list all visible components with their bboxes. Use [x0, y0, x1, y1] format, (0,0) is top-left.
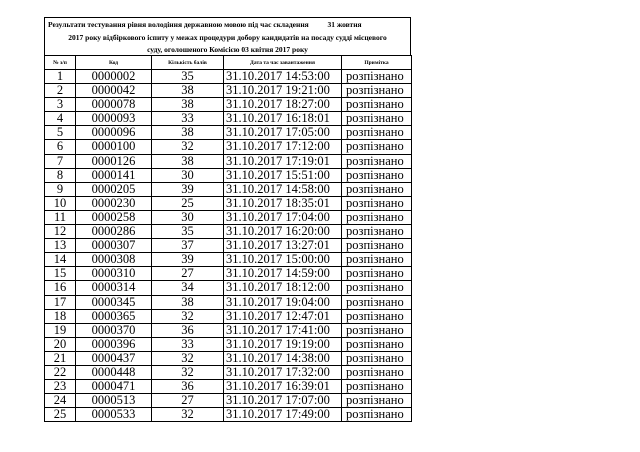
row-number-cell: 22	[45, 365, 76, 379]
row-number-cell: 6	[45, 140, 76, 154]
note-cell: розпізнано	[342, 337, 412, 351]
note-cell: розпізнано	[342, 295, 412, 309]
code-cell: 0000096	[76, 126, 152, 140]
note-cell: розпізнано	[342, 281, 412, 295]
row-number-cell: 4	[45, 112, 76, 126]
datetime-cell: 31.10.2017 17:19:01	[224, 154, 342, 168]
note-cell: розпізнано	[342, 408, 412, 422]
code-cell: 0000365	[76, 309, 152, 323]
code-cell: 0000471	[76, 380, 152, 394]
score-cell: 37	[152, 239, 224, 253]
datetime-cell: 31.10.2017 14:58:00	[224, 182, 342, 196]
table-row	[45, 309, 412, 323]
score-cell: 27	[152, 394, 224, 408]
datetime-cell: 31.10.2017 18:12:00	[224, 281, 342, 295]
title-line-1: Результати тестування рівня володіння державною мовою під час складення 31 жовтня	[48, 20, 362, 29]
table-row	[45, 182, 412, 196]
row-number-cell: 3	[45, 98, 76, 112]
document-title	[44, 17, 411, 56]
row-number-cell: 11	[45, 210, 76, 224]
score-cell: 36	[152, 380, 224, 394]
table-row	[45, 380, 412, 394]
column-header-score: Кількість балів	[152, 56, 224, 70]
score-cell: 27	[152, 267, 224, 281]
note-cell: розпізнано	[342, 182, 412, 196]
table-row	[45, 154, 412, 168]
column-header-code: Код	[76, 56, 152, 70]
datetime-cell: 31.10.2017 17:07:00	[224, 394, 342, 408]
note-cell: розпізнано	[342, 210, 412, 224]
score-cell: 38	[152, 84, 224, 98]
row-number-cell: 23	[45, 380, 76, 394]
row-number-cell: 24	[45, 394, 76, 408]
table-row	[45, 408, 412, 422]
score-cell: 39	[152, 253, 224, 267]
code-cell: 0000345	[76, 295, 152, 309]
row-number-cell: 14	[45, 253, 76, 267]
results-table	[44, 55, 412, 422]
note-cell: розпізнано	[342, 351, 412, 365]
note-cell: розпізнано	[342, 98, 412, 112]
datetime-cell: 31.10.2017 14:38:00	[224, 351, 342, 365]
row-number-cell: 5	[45, 126, 76, 140]
table-row	[45, 351, 412, 365]
score-cell: 25	[152, 196, 224, 210]
column-header-datetime: Дата та час завантаження	[224, 56, 342, 70]
row-number-cell: 10	[45, 196, 76, 210]
score-cell: 30	[152, 210, 224, 224]
note-cell: розпізнано	[342, 239, 412, 253]
code-cell: 0000078	[76, 98, 152, 112]
code-cell: 0000370	[76, 323, 152, 337]
code-cell: 0000307	[76, 239, 152, 253]
code-cell: 0000126	[76, 154, 152, 168]
datetime-cell: 31.10.2017 14:59:00	[224, 267, 342, 281]
code-cell: 0000141	[76, 168, 152, 182]
row-number-cell: 2	[45, 84, 76, 98]
score-cell: 30	[152, 168, 224, 182]
datetime-cell: 31.10.2017 13:27:01	[224, 239, 342, 253]
note-cell: розпізнано	[342, 253, 412, 267]
code-cell: 0000100	[76, 140, 152, 154]
row-number-cell: 21	[45, 351, 76, 365]
code-cell: 0000042	[76, 84, 152, 98]
datetime-cell: 31.10.2017 18:35:01	[224, 196, 342, 210]
title-line-3: суду, оголошеного Комісією 03 квітня 2017 року	[147, 45, 308, 54]
row-number-cell: 9	[45, 182, 76, 196]
score-cell: 36	[152, 323, 224, 337]
table-row	[45, 295, 412, 309]
column-header-note: Примітка	[342, 56, 412, 70]
table-row	[45, 225, 412, 239]
datetime-cell: 31.10.2017 19:21:00	[224, 84, 342, 98]
row-number-cell: 15	[45, 267, 76, 281]
table-row	[45, 140, 412, 154]
datetime-cell: 31.10.2017 17:41:00	[224, 323, 342, 337]
score-cell: 32	[152, 365, 224, 379]
code-cell: 0000513	[76, 394, 152, 408]
code-cell: 0000002	[76, 70, 152, 84]
datetime-cell: 31.10.2017 17:32:00	[224, 365, 342, 379]
note-cell: розпізнано	[342, 196, 412, 210]
table-row	[45, 253, 412, 267]
datetime-cell: 31.10.2017 15:51:00	[224, 168, 342, 182]
code-cell: 0000314	[76, 281, 152, 295]
table-row	[45, 323, 412, 337]
table-row	[45, 267, 412, 281]
score-cell: 38	[152, 126, 224, 140]
note-cell: розпізнано	[342, 309, 412, 323]
table-row	[45, 196, 412, 210]
datetime-cell: 31.10.2017 17:05:00	[224, 126, 342, 140]
results-document	[44, 17, 411, 422]
row-number-cell: 16	[45, 281, 76, 295]
code-cell: 0000286	[76, 225, 152, 239]
datetime-cell: 31.10.2017 17:12:00	[224, 140, 342, 154]
score-cell: 35	[152, 70, 224, 84]
datetime-cell: 31.10.2017 17:04:00	[224, 210, 342, 224]
score-cell: 32	[152, 309, 224, 323]
score-cell: 38	[152, 154, 224, 168]
datetime-cell: 31.10.2017 19:04:00	[224, 295, 342, 309]
column-header-number: № з/п	[45, 56, 76, 70]
code-cell: 0000258	[76, 210, 152, 224]
datetime-cell: 31.10.2017 14:53:00	[224, 70, 342, 84]
row-number-cell: 8	[45, 168, 76, 182]
score-cell: 38	[152, 98, 224, 112]
code-cell: 0000230	[76, 196, 152, 210]
code-cell: 0000093	[76, 112, 152, 126]
note-cell: розпізнано	[342, 126, 412, 140]
score-cell: 33	[152, 337, 224, 351]
row-number-cell: 17	[45, 295, 76, 309]
datetime-cell: 31.10.2017 15:00:00	[224, 253, 342, 267]
note-cell: розпізнано	[342, 225, 412, 239]
note-cell: розпізнано	[342, 84, 412, 98]
datetime-cell: 31.10.2017 16:20:00	[224, 225, 342, 239]
score-cell: 39	[152, 182, 224, 196]
code-cell: 0000308	[76, 253, 152, 267]
score-cell: 32	[152, 408, 224, 422]
note-cell: розпізнано	[342, 154, 412, 168]
table-row	[45, 239, 412, 253]
row-number-cell: 25	[45, 408, 76, 422]
code-cell: 0000437	[76, 351, 152, 365]
table-row	[45, 281, 412, 295]
note-cell: розпізнано	[342, 365, 412, 379]
note-cell: розпізнано	[342, 112, 412, 126]
table-row	[45, 70, 412, 84]
note-cell: розпізнано	[342, 267, 412, 281]
datetime-cell: 31.10.2017 17:49:00	[224, 408, 342, 422]
datetime-cell: 31.10.2017 16:18:01	[224, 112, 342, 126]
note-cell: розпізнано	[342, 394, 412, 408]
row-number-cell: 13	[45, 239, 76, 253]
table-row	[45, 168, 412, 182]
datetime-cell: 31.10.2017 19:19:00	[224, 337, 342, 351]
code-cell: 0000448	[76, 365, 152, 379]
row-number-cell: 7	[45, 154, 76, 168]
table-row	[45, 112, 412, 126]
note-cell: розпізнано	[342, 140, 412, 154]
note-cell: розпізнано	[342, 323, 412, 337]
note-cell: розпізнано	[342, 380, 412, 394]
note-cell: розпізнано	[342, 168, 412, 182]
datetime-cell: 31.10.2017 12:47:01	[224, 309, 342, 323]
code-cell: 0000396	[76, 337, 152, 351]
title-line-2: 2017 року відбіркового іспиту у межах процедури добору кандидатів на посаду судді місцевого	[68, 32, 387, 42]
table-row	[45, 337, 412, 351]
code-cell: 0000205	[76, 182, 152, 196]
table-row	[45, 394, 412, 408]
table-row	[45, 126, 412, 140]
row-number-cell: 1	[45, 70, 76, 84]
row-number-cell: 19	[45, 323, 76, 337]
score-cell: 38	[152, 295, 224, 309]
table-row	[45, 84, 412, 98]
score-cell: 35	[152, 225, 224, 239]
row-number-cell: 20	[45, 337, 76, 351]
score-cell: 32	[152, 351, 224, 365]
score-cell: 33	[152, 112, 224, 126]
score-cell: 32	[152, 140, 224, 154]
table-header-row	[45, 56, 412, 70]
table-row	[45, 98, 412, 112]
code-cell: 0000533	[76, 408, 152, 422]
table-row	[45, 210, 412, 224]
row-number-cell: 12	[45, 225, 76, 239]
note-cell: розпізнано	[342, 70, 412, 84]
table-row	[45, 365, 412, 379]
datetime-cell: 31.10.2017 16:39:01	[224, 380, 342, 394]
score-cell: 34	[152, 281, 224, 295]
code-cell: 0000310	[76, 267, 152, 281]
datetime-cell: 31.10.2017 18:27:00	[224, 98, 342, 112]
row-number-cell: 18	[45, 309, 76, 323]
